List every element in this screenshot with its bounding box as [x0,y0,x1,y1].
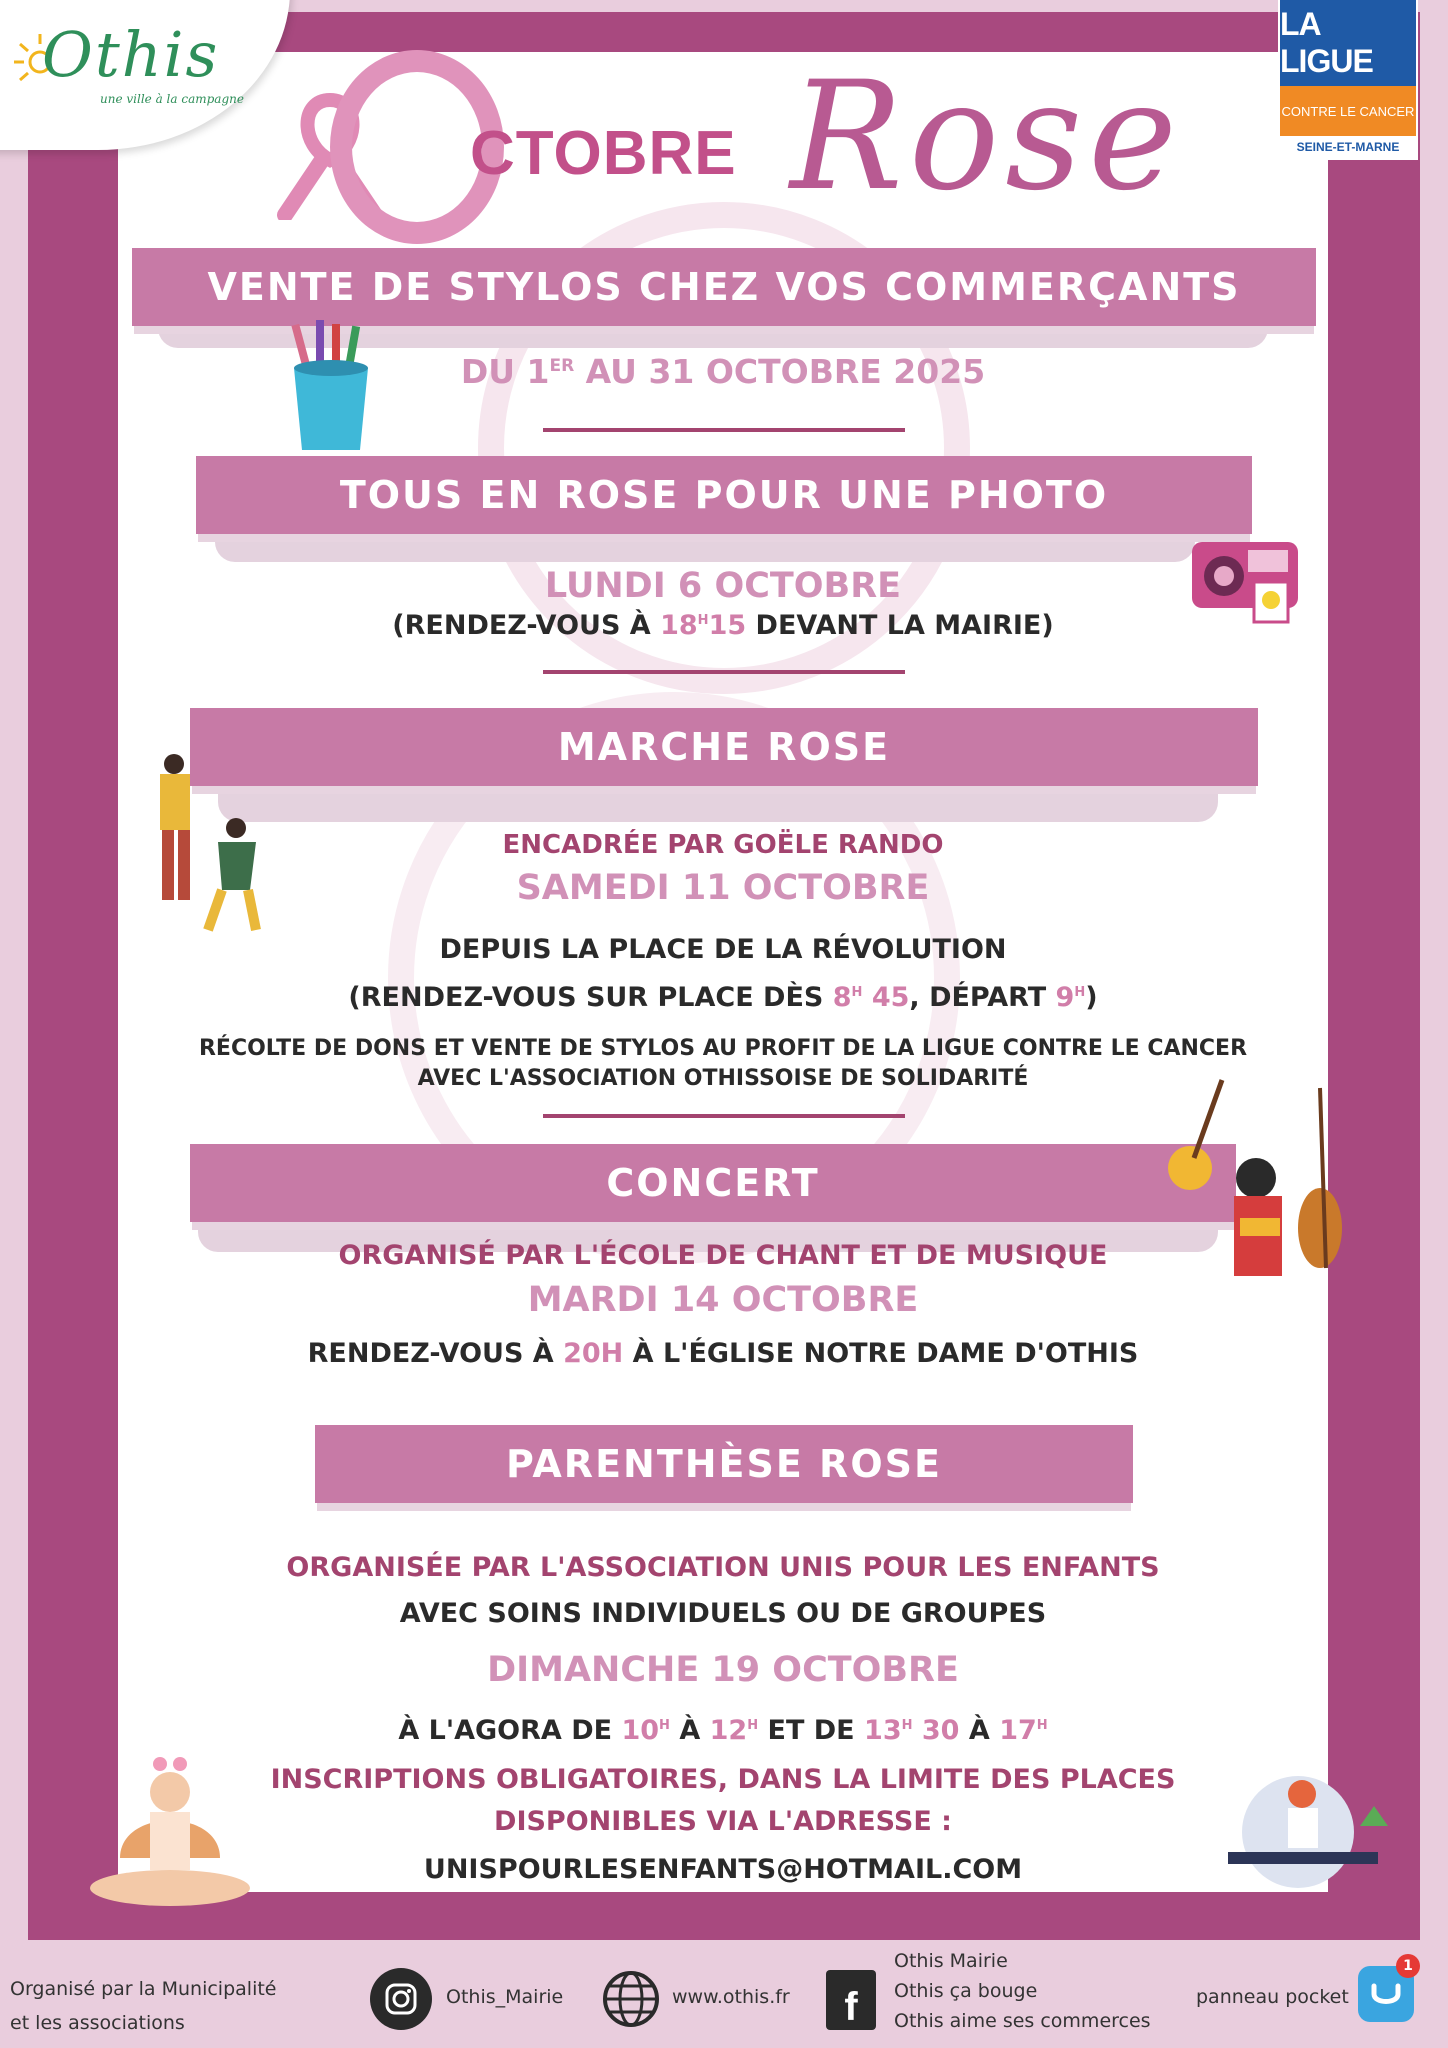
parenthese-hours: À L'AGORA DE $10^H$ À $12^H$ ET DE $13^H$ 30 À $17^H$ [398,1715,1048,1746]
panneau-pocket-label[interactable]: panneau pocket [1196,1986,1349,2008]
stylos-date: DU 1ER AU 31 OCTOBRE 2025 [460,352,986,391]
la-ligue-title: LA LIGUE [1280,0,1416,86]
facebook-page-3[interactable]: Othis aime ses commerces [894,2010,1151,2032]
notification-badge: 1 [1396,1954,1420,1978]
footer [0,1940,1448,2048]
concert-organizer: ORGANISÉ PAR L'ÉCOLE DE CHANT ET DE MUSIQUE [338,1240,1108,1271]
massage-icon [1198,1766,1398,1906]
la-ligue-logo[interactable] [1278,0,1418,160]
marche-date: SAMEDI 11 OCTOBRE [516,868,930,908]
parenthese-heading: PARENTHÈSE ROSE [315,1425,1133,1503]
la-ligue-region: SEINE-ET-MARNE [1296,140,1400,154]
marche-place: DEPUIS LA PLACE DE LA RÉVOLUTION [439,934,1007,965]
stylos-heading: VENTE DE STYLOS CHEZ VOS COMMERÇANTS [132,248,1316,326]
title-octobre: CTOBRE [470,119,737,188]
photo-date: LUNDI 6 OCTOBRE [544,566,902,606]
concert-date: MARDI 14 OCTOBRE [527,1280,919,1320]
photo-rendezvous: (RENDEZ-VOUS À $18^H15$ DEVANT LA MAIRIE) [392,610,1054,641]
parenthese-email[interactable]: UNISPOURLESENFANTS@HOTMAIL.COM [423,1854,1023,1885]
parenthese-organizer: ORGANISÉE PAR L'ASSOCIATION UNIS POUR LES ENFANTS [286,1552,1160,1583]
photo-heading: TOUS EN ROSE POUR UNE PHOTO [196,456,1252,534]
la-ligue-subtitle: CONTRE LE CANCER [1280,86,1416,136]
separator [543,1114,905,1118]
othis-logo[interactable]: Othis [42,18,220,91]
footer-organized-2: et les associations [10,2012,185,2034]
globe-icon[interactable] [600,1968,662,2030]
separator [543,428,905,432]
instagram-icon[interactable] [370,1968,432,2030]
separator [543,670,905,674]
parenthese-inscriptions-2: DISPONIBLES VIA L'ADRESSE : [494,1806,952,1837]
website-link[interactable]: www.othis.fr [672,1986,790,2008]
othis-tagline: une ville à la campagne [100,92,244,106]
marche-note-2: AVEC L'ASSOCIATION OTHISSOISE DE SOLIDARITÉ [417,1066,1029,1091]
concert-rendezvous: RENDEZ-VOUS À 20H À L'ÉGLISE NOTRE DAME D'OTHIS [307,1338,1139,1369]
marche-note-1: RÉCOLTE DE DONS ET VENTE DE STYLOS AU PROFIT DE LA LIGUE CONTRE LE CANCER [198,1036,1248,1061]
footer-organized-1: Organisé par la Municipalité [10,1978,277,2000]
meditation-icon [80,1748,260,1908]
marche-organizer: ENCADRÉE PAR GOËLE RANDO [502,830,944,860]
marche-heading: MARCHE ROSE [190,708,1258,786]
facebook-icon[interactable]: f [826,1970,876,2030]
marche-rendezvous: (RENDEZ-VOUS SUR PLACE DÈS $8^H$ 45, DÉPART $9^H$) [348,982,1098,1013]
title-rose: Rose [790,50,1183,224]
parenthese-detail: AVEC SOINS INDIVIDUELS OU DE GROUPES [399,1598,1047,1629]
concert-heading: CONCERT [190,1144,1236,1222]
parenthese-date: DIMANCHE 19 OCTOBRE [487,1650,959,1690]
instagram-handle[interactable]: Othis_Mairie [446,1986,564,2008]
facebook-page-2[interactable]: Othis ça bouge [894,1980,1038,2002]
parenthese-inscriptions-1: INSCRIPTIONS OBLIGATOIRES, DANS LA LIMITE DES PLACES [270,1764,1176,1795]
facebook-page-1[interactable]: Othis Mairie [894,1950,1008,1972]
